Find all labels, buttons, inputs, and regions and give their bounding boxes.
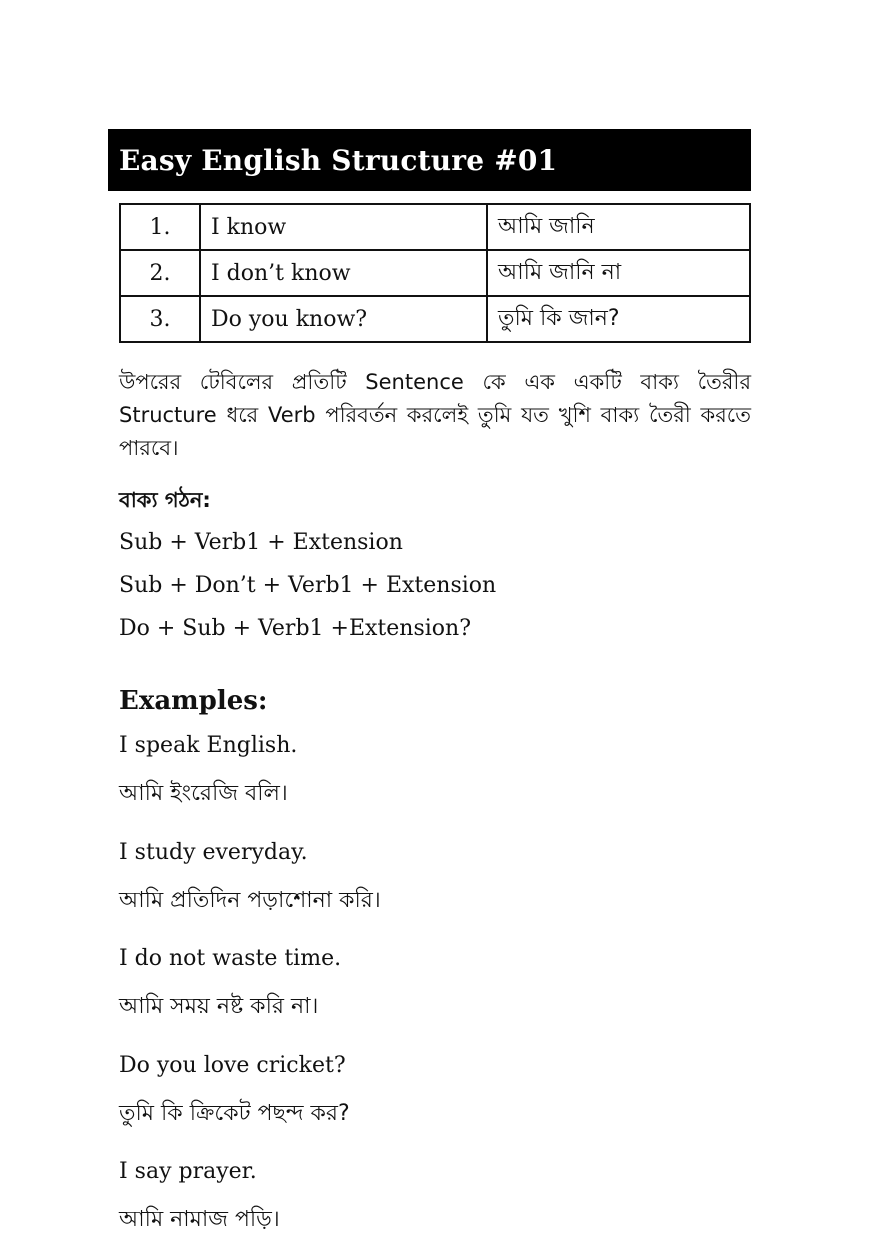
example-bangla: আমি সময় নষ্ট করি না। bbox=[119, 994, 319, 1019]
english-sentence: I don’t know bbox=[200, 250, 487, 296]
example-bangla: আমি প্রতিদিন পড়াশোনা করি। bbox=[119, 888, 381, 913]
table-row bbox=[120, 250, 750, 296]
row-number: 2. bbox=[120, 250, 200, 296]
example-bangla: আমি ইংরেজি বলি। bbox=[119, 781, 288, 806]
structure-table bbox=[119, 203, 751, 343]
english-sentence: Do you know? bbox=[200, 296, 487, 342]
example-english: I study everyday. bbox=[119, 840, 308, 865]
examples-heading: Examples: bbox=[119, 686, 268, 716]
row-number: 3. bbox=[120, 296, 200, 342]
formula-interrogative: Do + Sub + Verb1 +Extension? bbox=[119, 616, 471, 641]
example-bangla: আমি নামাজ পড়ি। bbox=[119, 1207, 280, 1232]
formula-negative: Sub + Don’t + Verb1 + Extension bbox=[119, 573, 497, 598]
bangla-sentence: আমি জানি bbox=[487, 204, 750, 250]
page-title: Easy English Structure #01 bbox=[119, 143, 558, 177]
description-paragraph: উপরের টেবিলের প্রতিটি Sentence কে এক একটি বাক্য তৈরীর Structure ধরে Verb পরিবর্তন করলেই তুমি যত খুশি বাক্য তৈরী করতে পারবে। bbox=[119, 370, 751, 460]
example-english: Do you love cricket? bbox=[119, 1053, 346, 1078]
row-number: 1. bbox=[120, 204, 200, 250]
example-english: I speak English. bbox=[119, 733, 298, 758]
example-bangla: তুমি কি ক্রিকেট পছন্দ কর? bbox=[119, 1101, 350, 1126]
english-sentence: I know bbox=[200, 204, 487, 250]
structure-heading: বাক্য গঠন: bbox=[119, 488, 211, 512]
bangla-sentence: তুমি কি জান? bbox=[487, 296, 750, 342]
example-english: I say prayer. bbox=[119, 1159, 257, 1184]
example-english: I do not waste time. bbox=[119, 946, 342, 971]
table-row bbox=[120, 204, 750, 250]
formula-affirmative: Sub + Verb1 + Extension bbox=[119, 530, 403, 555]
table-row bbox=[120, 296, 750, 342]
bangla-sentence: আমি জানি না bbox=[487, 250, 750, 296]
title-bar bbox=[108, 129, 751, 191]
